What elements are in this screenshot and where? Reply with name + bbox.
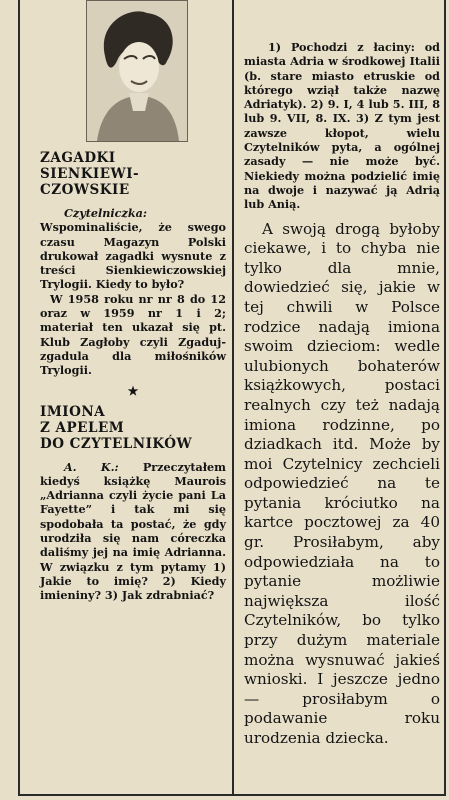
appeal-text: A swoją drogą byłoby ciekawe, i to chyba nie tylko dla mnie, dowiedzieć się, jakie w tej chwili w Polsce rodzice nadają imiona swoim dzieciom: wedle ulubionych bohaterów książkowych, postaci realnych czy też nadają imiona rodzinne, po dziadkach itd. Może by moi Czytelnicy zechcieli odpowiedzieć na te pytania króciutko na kartce pocztowej za 40 gr. Prosiłabym, aby odpowiedziała na to pytanie możliwie największa ilość Czytelników, bo tylko przy dużym materiale można wysnuwać jakieś wnioski. I jeszcze jedno — prosiłabym o podawanie roku urodzenia dziecka. [244, 219, 440, 747]
letter-1-text: Wspominaliście, że swego czasu Magazyn Polski drukował zagadki wysnute z treści Sienkiewiczowskiej Trylogii. Kiedy to było? [40, 220, 226, 292]
letter-1 [40, 206, 226, 292]
heading-zagadki: ZAGADKI SIENKIEWI- CZOWSKIE [40, 150, 140, 198]
letter-1-signature: Czytelniczka: [64, 206, 147, 220]
answer-2: 1) Pochodzi z łaciny: od miasta Adria w środkowej Italii (b. stare miasto etruskie od którego wziął także nazwę Adriatyk). 2) 9. I, 4 lub 5. III, 8 lub 9. VII, 8. IX. 3) Z tym jest zawsze kłopot, wielu Czytelników pyta, a ogólnej zasady — nie może być. Niekiedy można podzielić imię na dwoje i nazywać ją Adrią lub Anią. [244, 40, 440, 212]
heading-imiona: IMIONA Z APELEM DO CZYTELNIKÓW [40, 403, 193, 452]
letter-2-signature: A. K.: [64, 459, 119, 474]
author-portrait [86, 0, 188, 142]
left-column [40, 150, 226, 603]
letter-2-text: Przeczytałem kiedyś książkę Maurois „Adrianna czyli życie pani La Fayette” i tak mi się spodobała ta postać, że gdy urodziła się nam córeczka daliśmy jej na imię Adrianna. W związku z tym pytamy 1) Jakie to imię? 2) Kiedy imieniny? 3) Jak zdrabniać? [40, 459, 226, 603]
right-column [244, 40, 440, 749]
star-separator: ★ [127, 383, 139, 398]
letter-2 [40, 460, 226, 603]
answer-1: W 1958 roku nr nr 8 do 12 oraz w 1959 nr 1 i 2; materiał ten ukazał się pt. Klub Zagłoby czyli Zgaduj-zgadula dla miłośników Trylogii. [40, 291, 226, 378]
portrait-image [87, 1, 187, 141]
column-divider [232, 0, 234, 796]
